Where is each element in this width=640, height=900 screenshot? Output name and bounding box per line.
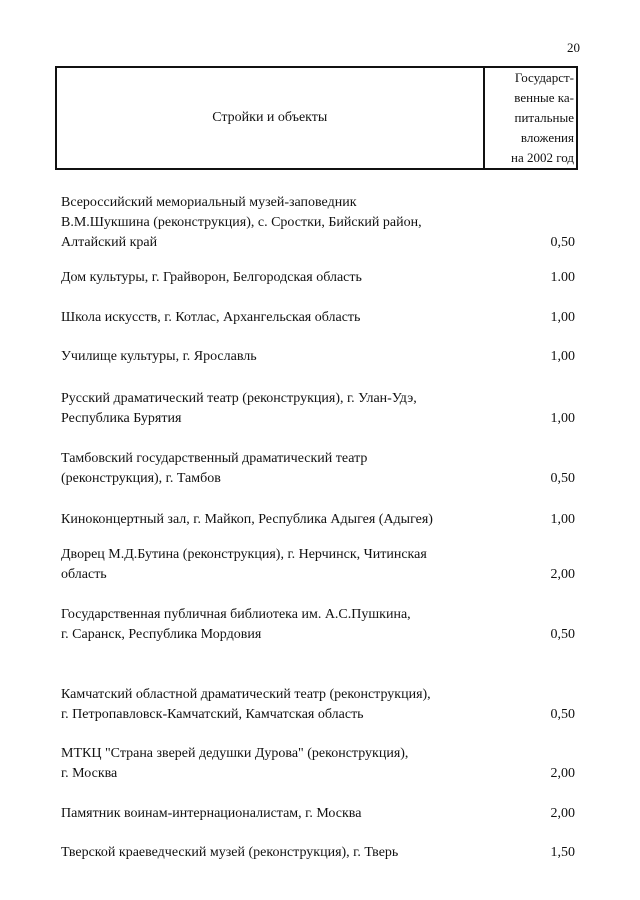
object-name-line: МТКЦ "Страна зверей дедушки Дурова" (реконструкция), [61,746,409,761]
investment-value: 1,50 [550,845,575,860]
investment-header-line: вложения [520,130,574,145]
object-name [61,605,481,645]
object-row [61,268,578,288]
object-name-line: Училище культуры, г. Ярославль [61,349,257,364]
object-name-line: Школа искусств, г. Котлас, Архангельская область [61,310,361,325]
investment-column-header [484,67,577,169]
object-row [61,744,578,784]
investment-value: 1,00 [550,411,575,426]
object-name-line: Камчатский областной драматический театр (реконструкция), [61,687,431,702]
object-name-line: область [61,567,107,582]
object-row [61,685,578,725]
object-name-line: Государственная публичная библиотека им. А.С.Пушкина, [61,607,411,622]
investment-value: 1.00 [550,270,575,285]
objects-column-header: Стройки и объекты [56,67,484,169]
object-name [61,843,481,863]
object-row [61,605,578,645]
object-row [61,347,578,367]
page-number: 20 [567,40,580,55]
investment-header-line: Государст- [514,70,574,85]
object-name-line: Тамбовский государственный драматический театр [61,451,368,466]
investment-value: 1,00 [550,512,575,527]
object-name-line: В.М.Шукшина (реконструкция), с. Сростки, Бийский район, [61,215,422,230]
table-header [55,66,578,170]
object-row [61,449,578,489]
object-name-line: Русский драматический театр (реконструкция), г. Улан-Удэ, [61,391,417,406]
object-name-line: Тверской краеведческий музей (реконструкция), г. Тверь [61,845,399,860]
investment-header-line: на 2002 год [511,150,574,165]
investment-header-line: питальные [514,110,574,125]
object-name-line: Памятник воинам-интернационалистам, г. Москва [61,806,362,821]
object-row [61,843,578,863]
investment-value: 2,00 [550,766,575,781]
object-name-line: (реконструкция), г. Тамбов [61,471,221,486]
investment-value: 2,00 [550,806,575,821]
object-name [61,804,481,824]
object-row [61,510,578,530]
object-name [61,685,481,725]
object-name-line: Алтайский край [61,235,158,250]
object-name-line: Всероссийский мемориальный музей-заповедник [61,195,357,210]
object-name [61,308,481,328]
investment-value: 1,00 [550,349,575,364]
investment-value: 0,50 [550,471,575,486]
object-row [61,308,578,328]
object-name-line: г. Саранск, Республика Мордовия [61,627,262,642]
object-name [61,545,481,585]
object-row [61,193,578,253]
object-name [61,193,481,253]
object-name-line: Дом культуры, г. Грайворон, Белгородская область [61,270,362,285]
object-name-line: Киноконцертный зал, г. Майкоп, Республика Адыгея (Адыгея) [61,512,433,527]
investment-value: 2,00 [550,567,575,582]
object-name [61,347,481,367]
object-name [61,389,481,429]
object-name [61,449,481,489]
investment-header-line: венные ка- [514,90,574,105]
object-name-line: г. Москва [61,766,118,781]
investment-value: 0,50 [550,627,575,642]
object-name-line: г. Петропавловск-Камчатский, Камчатская область [61,707,364,722]
object-name [61,744,481,784]
object-name [61,510,481,530]
object-row [61,804,578,824]
object-name-line: Республика Бурятия [61,411,182,426]
investment-value: 0,50 [550,707,575,722]
object-name [61,268,481,288]
investment-value: 0,50 [550,235,575,250]
object-name-line: Дворец М.Д.Бутина (реконструкция), г. Нерчинск, Читинская [61,547,427,562]
object-row [61,389,578,429]
object-row [61,545,578,585]
investment-value: 1,00 [550,310,575,325]
